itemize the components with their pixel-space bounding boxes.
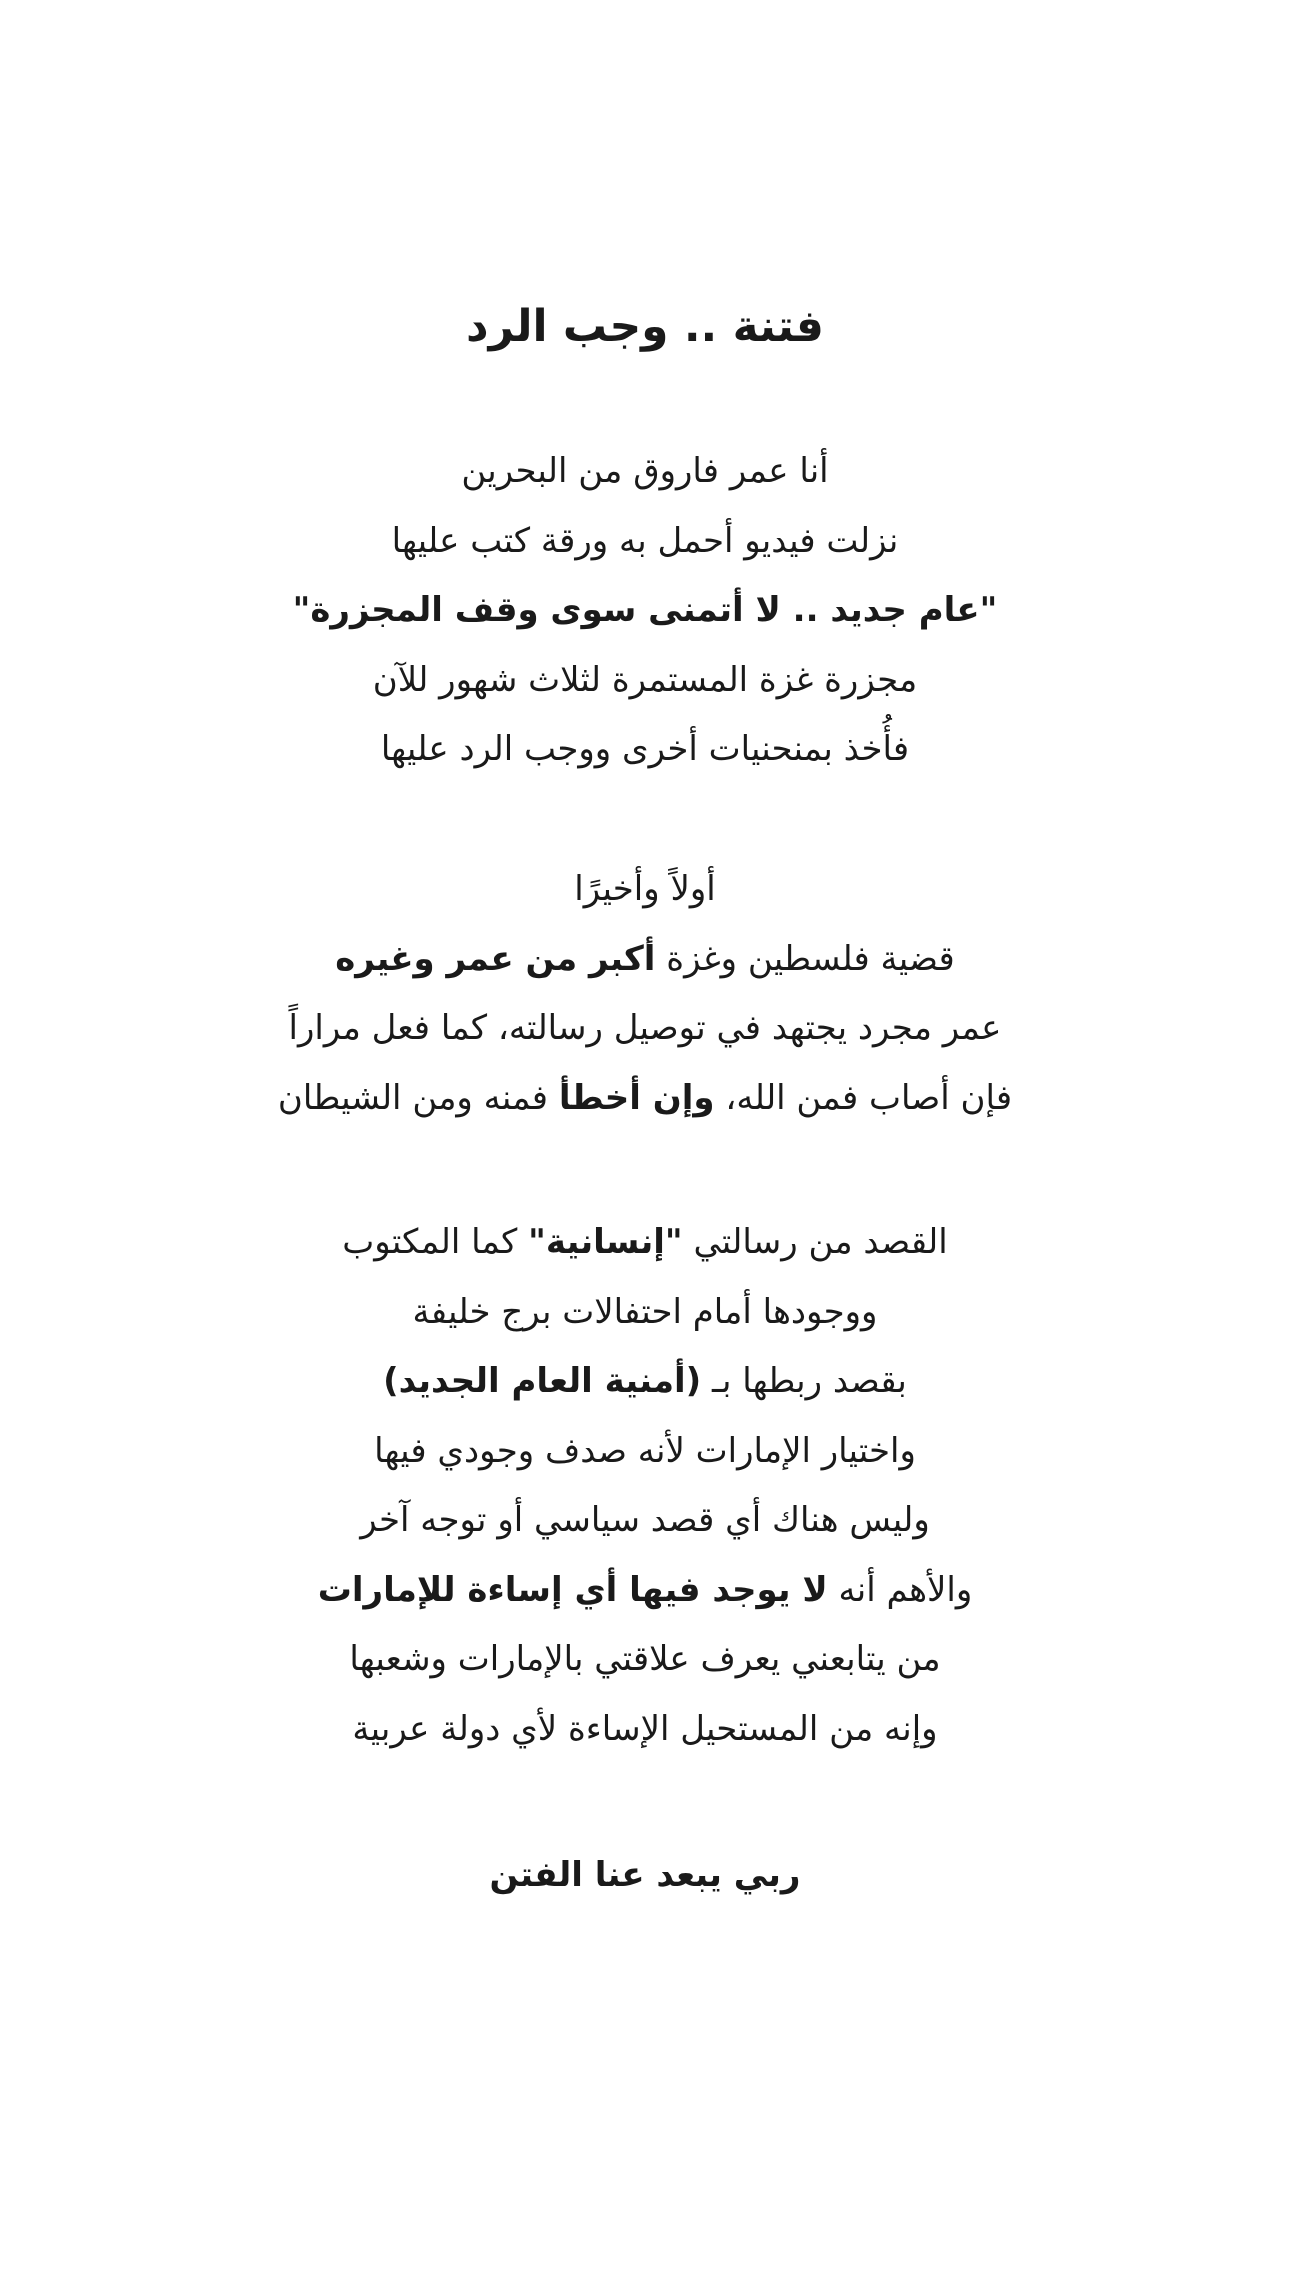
stanza-intent	[0, 1208, 1290, 1764]
text-line: نزلت فيديو أحمل به ورقة كتب عليها	[391, 520, 899, 561]
closing-line: ربي يبعد عنا الفتن	[489, 1855, 801, 1895]
text-segment: والأهم أنه	[827, 1569, 973, 1610]
stanza-intro	[0, 437, 1290, 785]
text-line: ووجودها أمام احتفالات برج خليفة	[412, 1291, 878, 1332]
text-line: واختيار الإمارات لأنه صدف وجودي فيها	[374, 1430, 916, 1471]
text-line	[0, 1347, 1290, 1417]
text-segment: كما المكتوب	[342, 1222, 529, 1262]
text-line: عمر مجرد يجتهد في توصيل رسالته، كما فعل مراراً	[288, 1008, 1002, 1048]
text-segment: القصد من رسالتي	[682, 1222, 948, 1262]
text-line: من يتابعني يعرف علاقتي بالإمارات وشعبها	[349, 1639, 941, 1679]
text-line: أولاً وأخيرًا	[574, 869, 716, 909]
text-line: مجزرة غزة المستمرة لثلاث شهور للآن	[372, 659, 918, 700]
text-segment: فمنه ومن الشيطان	[277, 1077, 559, 1118]
text-line: وإنه من المستحيل الإساءة لأي دولة عربية	[352, 1708, 938, 1749]
text-line: وليس هناك أي قصد سياسي أو توجه آخر	[360, 1500, 930, 1540]
text-line	[0, 1556, 1290, 1626]
bold-text-segment: لا يوجد فيها أي إساءة للإمارات	[317, 1569, 828, 1610]
text-segment: بقصد ربطها بـ	[701, 1361, 907, 1401]
text-line	[0, 925, 1290, 995]
bold-text-segment: أكبر من عمر وغيره	[335, 938, 656, 979]
text-line: فأُخذ بمنحنيات أخرى ووجب الرد عليها	[380, 729, 910, 769]
text-line	[0, 1208, 1290, 1278]
text-segment: قضية فلسطين وغزة	[655, 938, 955, 979]
text-line: أنا عمر فاروق من البحرين	[461, 451, 829, 491]
bold-text-segment: وإن أخطأ	[558, 1077, 715, 1118]
text-line	[0, 1064, 1290, 1134]
post-title: فتنة .. وجب الرد	[466, 301, 824, 352]
stanza-first-and-last	[0, 855, 1290, 1133]
bold-text-segment: "إنسانية"	[528, 1222, 683, 1262]
text-segment: فإن أصاب فمن الله،	[714, 1077, 1013, 1118]
quoted-sign-text: "عام جديد .. لا أتمنى سوى وقف المجزرة"	[292, 590, 998, 630]
bold-text-segment: (أمنية العام الجديد)	[383, 1361, 702, 1401]
